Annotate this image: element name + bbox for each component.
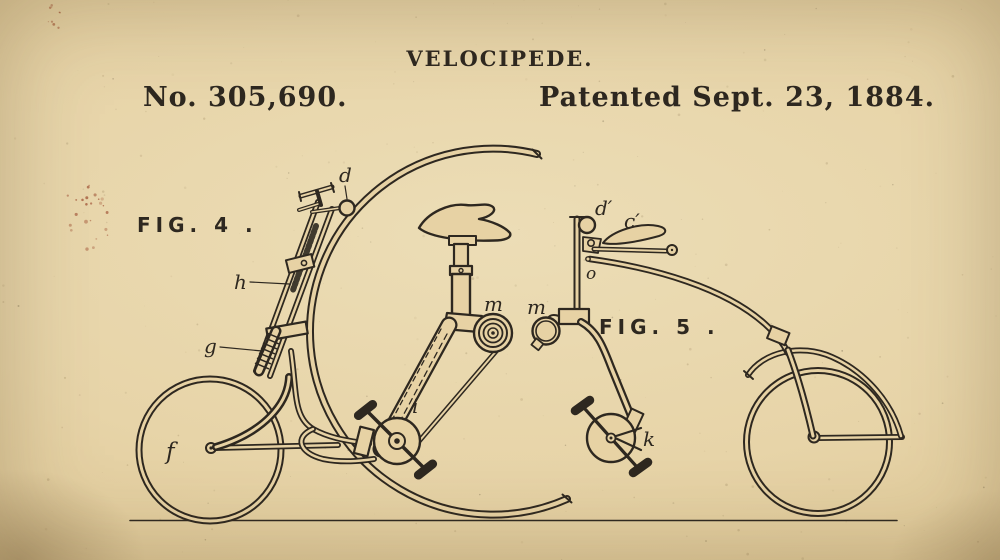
fig5-part-label-m: m [527,295,546,319]
fig4-part-label-i: i [412,394,419,418]
fig4-part-label-m: m [484,292,503,316]
fig5-part-label-k: k [643,427,656,451]
patent-number: No. 305,690. [143,82,348,113]
fig4-part-label-f: f [166,439,175,465]
patent-date: Patented Sept. 23, 1884. [539,82,936,113]
fig4-ball-d [340,201,355,216]
fig5-roller-d-prime [579,217,595,233]
fig4-steering-column [256,202,332,376]
paper-texture [2,0,996,560]
fig5-label: FIG. 5 . [599,315,720,339]
fig5-part-label-c-prime: c′ [624,209,640,233]
fig5-crank [569,394,654,479]
fig5-pedal-upper [569,394,596,417]
page-title: VELOCIPEDE. [406,46,594,71]
fig4-part-label-d: d [339,163,352,187]
fig5-part-label-o: o [586,264,597,284]
fig4-pulley-m [474,314,512,352]
fig5-part-label-d-prime: d′ [595,196,613,220]
fig4-part-label-g: g [204,334,217,358]
fig4-handlebar [299,183,355,216]
fig5-drawing [531,217,902,514]
fig4-part-label-h: h [234,270,247,294]
fig5-backbone [590,259,813,436]
fig4-label: FIG. 4 . [137,213,258,237]
